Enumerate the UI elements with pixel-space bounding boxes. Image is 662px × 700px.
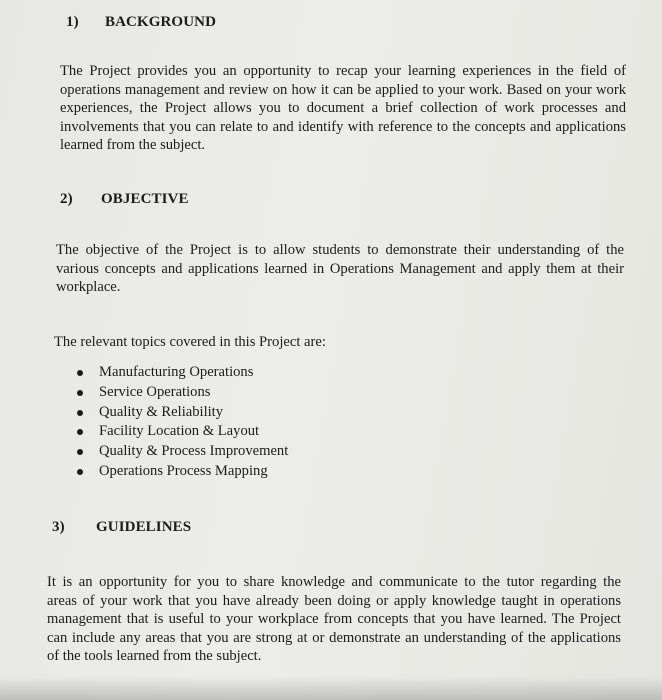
topic-label: Service Operations (99, 383, 211, 400)
section-title: OBJECTIVE (101, 191, 189, 207)
bullet-icon (77, 410, 83, 416)
page-bottom-shadow (0, 676, 662, 700)
paragraph-line: of the tools learned from the subject. (47, 648, 262, 664)
paragraph-line: involvements that you can relate to and identify with reference to the concepts and applications (60, 118, 626, 135)
section-number: 1) (66, 14, 79, 30)
section-title: GUIDELINES (96, 519, 192, 535)
section-heading-guidelines (52, 519, 192, 536)
section-heading-background (66, 14, 217, 31)
list-item (77, 403, 288, 423)
list-item (77, 422, 288, 442)
paragraph-line: learned from the subject. (60, 137, 206, 153)
paragraph-line: can include any areas that you are strong at or demonstrate an understanding of the applications (47, 629, 621, 646)
topic-label: Quality & Reliability (99, 403, 224, 420)
topic-label: Manufacturing Operations (99, 364, 254, 380)
topics-list (77, 363, 288, 482)
paragraph-line: The Project provides you an opportunity to recap your learning experiences in the field of (60, 63, 626, 79)
list-item (77, 462, 288, 482)
paragraph-line: The objective of the Project is to allow students to demonstrate their understanding of the (56, 242, 624, 258)
bullet-icon (77, 429, 83, 435)
section-title: BACKGROUND (105, 14, 217, 30)
list-item (77, 442, 288, 462)
objective-paragraph (56, 241, 624, 297)
guidelines-paragraph (47, 573, 621, 666)
topic-label: Operations Process Mapping (99, 462, 268, 479)
paragraph-line: various concepts and applications learned in Operations Management and apply them at their (56, 260, 624, 277)
bullet-icon (77, 469, 83, 475)
bullet-icon (77, 449, 83, 455)
paragraph-line: workplace. (56, 279, 121, 295)
section-number: 3) (52, 519, 65, 535)
bullet-icon (77, 370, 83, 376)
paragraph-line: experiences, the Project allows you to document a brief collection of work processes and (60, 100, 626, 116)
bullet-icon (77, 390, 83, 396)
section-number: 2) (60, 191, 73, 207)
background-paragraph (60, 62, 626, 155)
topics-intro-text: The relevant topics covered in this Project are: (54, 334, 326, 350)
paragraph-line: management that is useful to your workplace from concepts that you have learned. The Project (47, 611, 621, 627)
list-item (77, 383, 288, 403)
paragraph-line: operations management and review on how it can be applied to your work. Based on your work (60, 81, 626, 98)
topic-label: Facility Location & Layout (99, 423, 260, 440)
topic-label: Quality & Process Improvement (99, 443, 289, 460)
topics-intro (54, 333, 454, 352)
paragraph-line: areas of your work that you have already been doing or apply knowledge taught in operations (47, 592, 621, 609)
list-item (77, 363, 288, 383)
section-heading-objective (60, 191, 189, 208)
paragraph-line: It is an opportunity for you to share knowledge and communicate to the tutor regarding the (47, 574, 621, 590)
